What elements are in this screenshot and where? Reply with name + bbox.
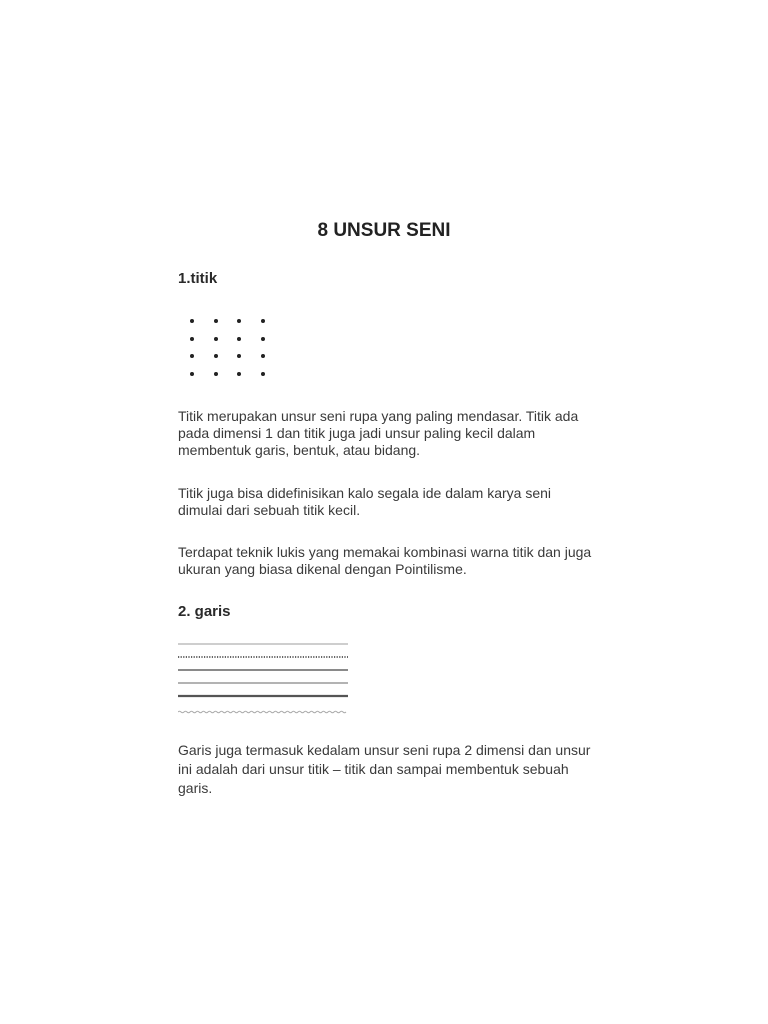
paragraph-titik-1: Titik merupakan unsur seni rupa yang paling mendasar. Titik ada pada dimensi 1 dan titik juga jadi unsur paling kecil dalam membentuk garis, bentuk, atau bidang. [178,408,579,458]
dot [214,319,218,323]
paragraph-titik-3: Terdapat teknik lukis yang memakai kombinasi warna titik dan juga ukuran yang biasa dikenal dengan Pointilisme. [178,544,592,577]
dot [237,319,241,323]
dot [214,337,218,341]
dot [237,337,241,341]
line-samples-illustration [178,638,350,718]
paragraph-garis-1: Garis juga termasuk kedalam unsur seni rupa 2 dimensi dan unsur ini adalah dari unsur titik – titik dan sampai membentuk sebuah garis. [178,742,591,796]
dot [214,354,218,358]
section-heading-titik: 1.titik [178,270,218,287]
dot [190,337,194,341]
dot [190,372,194,376]
dot [214,372,218,376]
line-sample-wavy [178,711,346,713]
dot [261,372,265,376]
dot [261,337,265,341]
dot [190,354,194,358]
dot [261,319,265,323]
section-heading-garis: 2. garis [178,603,231,620]
dot [237,354,241,358]
dot [237,372,241,376]
dot [190,319,194,323]
dot [261,354,265,358]
paragraph-titik-2: Titik juga bisa didefinisikan kalo segala ide dalam karya seni dimulai dari sebuah titik kecil. [178,485,552,518]
document-title: 8 UNSUR SENI [317,220,451,241]
dot-grid-illustration [182,312,274,384]
